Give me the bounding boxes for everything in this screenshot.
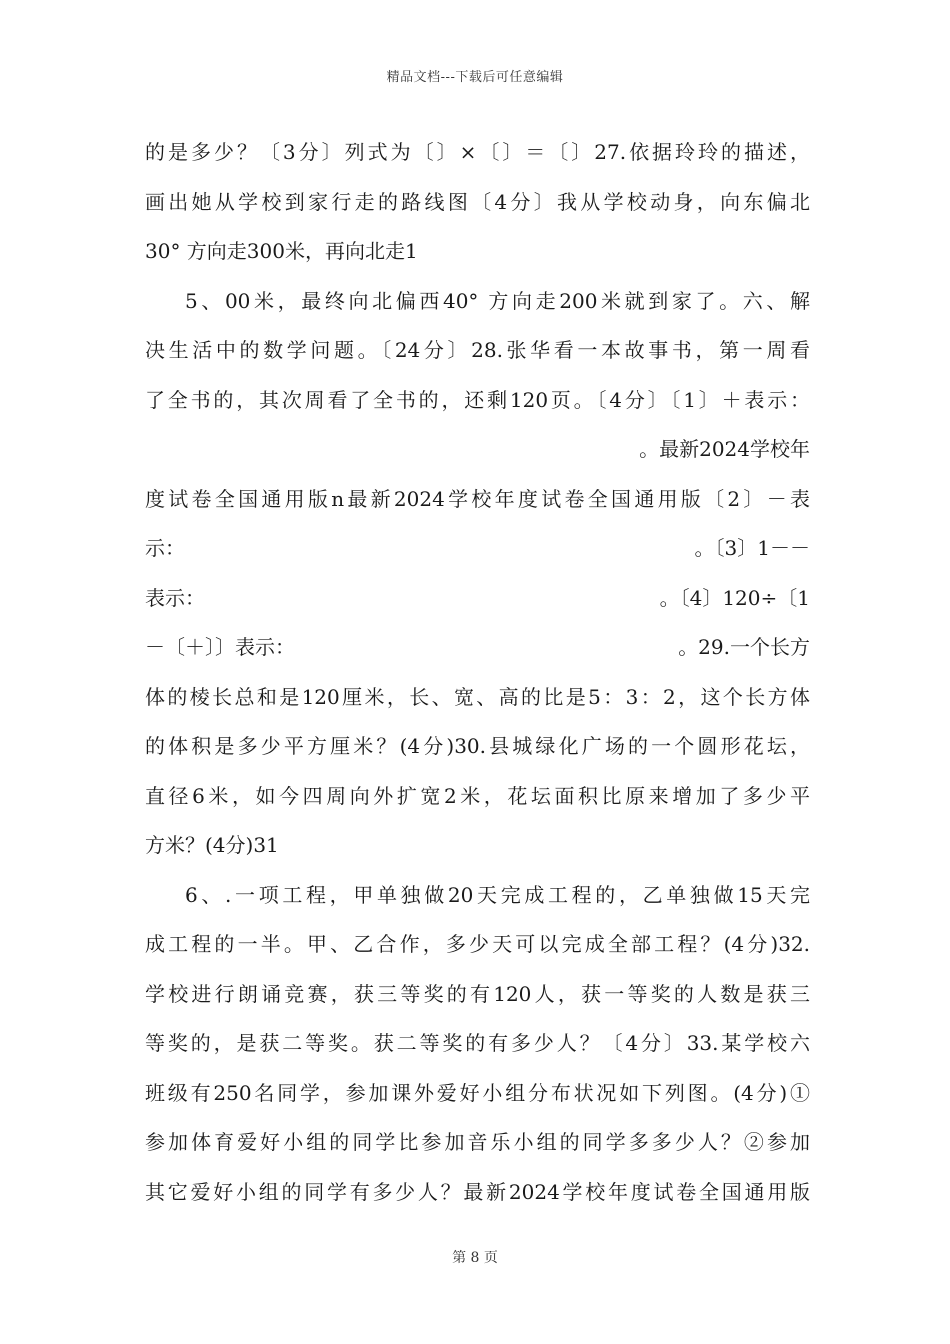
text-line: 度试卷全国通用版n最新2024学校年度试卷全国通用版〔2〕－表 <box>145 486 810 511</box>
page-header: 精品文档---下载后可任意编辑 <box>386 70 564 85</box>
text-line: 直径6米，如今四周向外扩宽2米，花坛面积比原来增加了多少平 <box>145 783 810 808</box>
text-segment-right: 。〔3〕1－－ <box>694 536 810 560</box>
text-line: 。最新2024学校年 <box>639 437 810 461</box>
text-line <box>145 524 810 574</box>
text-line: 30° 方向走300米，再向北走1 <box>145 239 418 263</box>
text-line: 方米？(4分)31 <box>145 833 279 857</box>
text-line: 的体积是多少平方厘米？(4分)30.县城绿化广场的一个圆形花坛， <box>145 734 810 758</box>
text-segment-left: 示： <box>145 536 185 560</box>
text-line: 5、00米，最终向北偏西40° 方向走200米就到家了。六、解 <box>185 288 810 313</box>
text-segment-left: －〔＋〕〕表示： <box>145 635 295 659</box>
text-line: 体的棱长总和是120厘米，长、宽、高的比是5：3：2，这个长方体 <box>145 684 810 709</box>
text-segment-left: 表示： <box>145 585 205 610</box>
text-segment-right: 。〔4〕120÷〔1 <box>659 585 810 610</box>
text-line: 成工程的一半。甲、乙合作，多少天可以完成全部工程？(4分)32. <box>145 932 810 956</box>
text-line: 班级有250名同学，参加课外爱好小组分布状况如下列图。(4分)① <box>145 1080 810 1105</box>
text-line: 了全书的，其次周看了全书的，还剩120页。〔4分〕〔1〕＋表示： <box>145 387 810 412</box>
text-line: 参加体育爱好小组的同学比参加音乐小组的同学多多少人？②参加 <box>145 1130 810 1154</box>
text-line: 的是多少？〔3分〕列式为〔〕×〔〕＝〔〕27.依据玲玲的描述， <box>145 140 810 164</box>
text-line: 6、.一项工程，甲单独做20天完成工程的，乙单独做15天完 <box>185 882 810 907</box>
page-number: 第 8 页 <box>452 1250 498 1266</box>
text-line: 学校进行朗诵竞赛，获三等奖的有120人，获一等奖的人数是获三 <box>145 981 810 1006</box>
text-line <box>145 574 810 624</box>
text-line: 画出她从学校到家行走的路线图〔4分〕我从学校动身，向东偏北 <box>145 189 810 214</box>
text-line <box>145 623 810 673</box>
text-segment-right: 。29.一个长方 <box>678 635 810 659</box>
text-line: 其它爱好小组的同学有多少人？最新2024学校年度试卷全国通用版 <box>145 1179 810 1204</box>
text-line: 决生活中的数学问题。〔24分〕28.张华看一本故事书，第一周看 <box>145 338 810 362</box>
text-line: 等奖的，是获二等奖。获二等奖的有多少人？〔4分〕33.某学校六 <box>145 1031 810 1055</box>
document-body <box>145 128 810 1217</box>
